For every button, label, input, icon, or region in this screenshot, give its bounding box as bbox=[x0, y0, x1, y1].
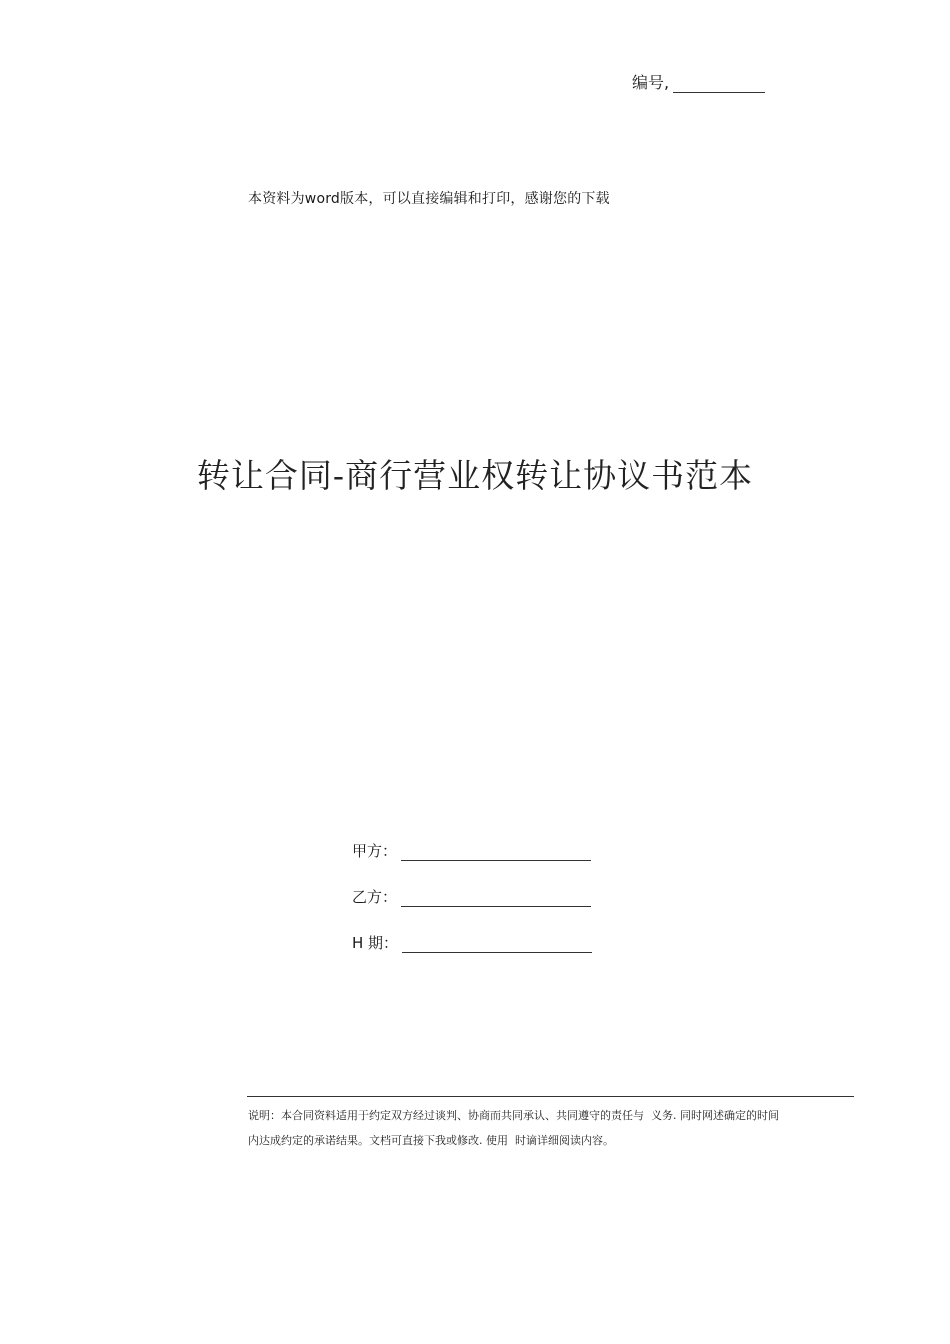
serial-number-field bbox=[632, 70, 765, 93]
signature-block bbox=[352, 815, 612, 953]
party-b-label: 乙方： bbox=[352, 888, 398, 906]
party-a-blank bbox=[401, 842, 591, 861]
footnote-divider bbox=[247, 1096, 854, 1097]
party-b-row bbox=[352, 861, 612, 907]
date-label: H 期： bbox=[352, 934, 399, 952]
download-notice: 本资料为word版本，可以直接编辑和打印，感谢您的下载 bbox=[248, 191, 610, 207]
footnote bbox=[248, 1103, 858, 1153]
footnote-line-2: 内达成约定的承诺结果。文档可直接下我或修改. 使用 时谪详细阅读内容。 bbox=[248, 1134, 614, 1147]
document-title: 转让合同-商行营业权转让协议书范本 bbox=[196, 456, 754, 495]
party-b-blank bbox=[401, 888, 591, 907]
serial-number-blank bbox=[673, 76, 765, 93]
date-blank bbox=[402, 934, 592, 953]
party-a-row bbox=[352, 815, 612, 861]
serial-number-label: 编号, bbox=[632, 73, 670, 92]
footnote-line-1: 说明：本合同资料适用于约定双方经过谈判、协商而共同承认、共同遵守的责任与 义务. 同时网述确定的时间 bbox=[248, 1109, 779, 1122]
date-row bbox=[352, 907, 612, 953]
party-a-label: 甲方： bbox=[352, 842, 398, 860]
